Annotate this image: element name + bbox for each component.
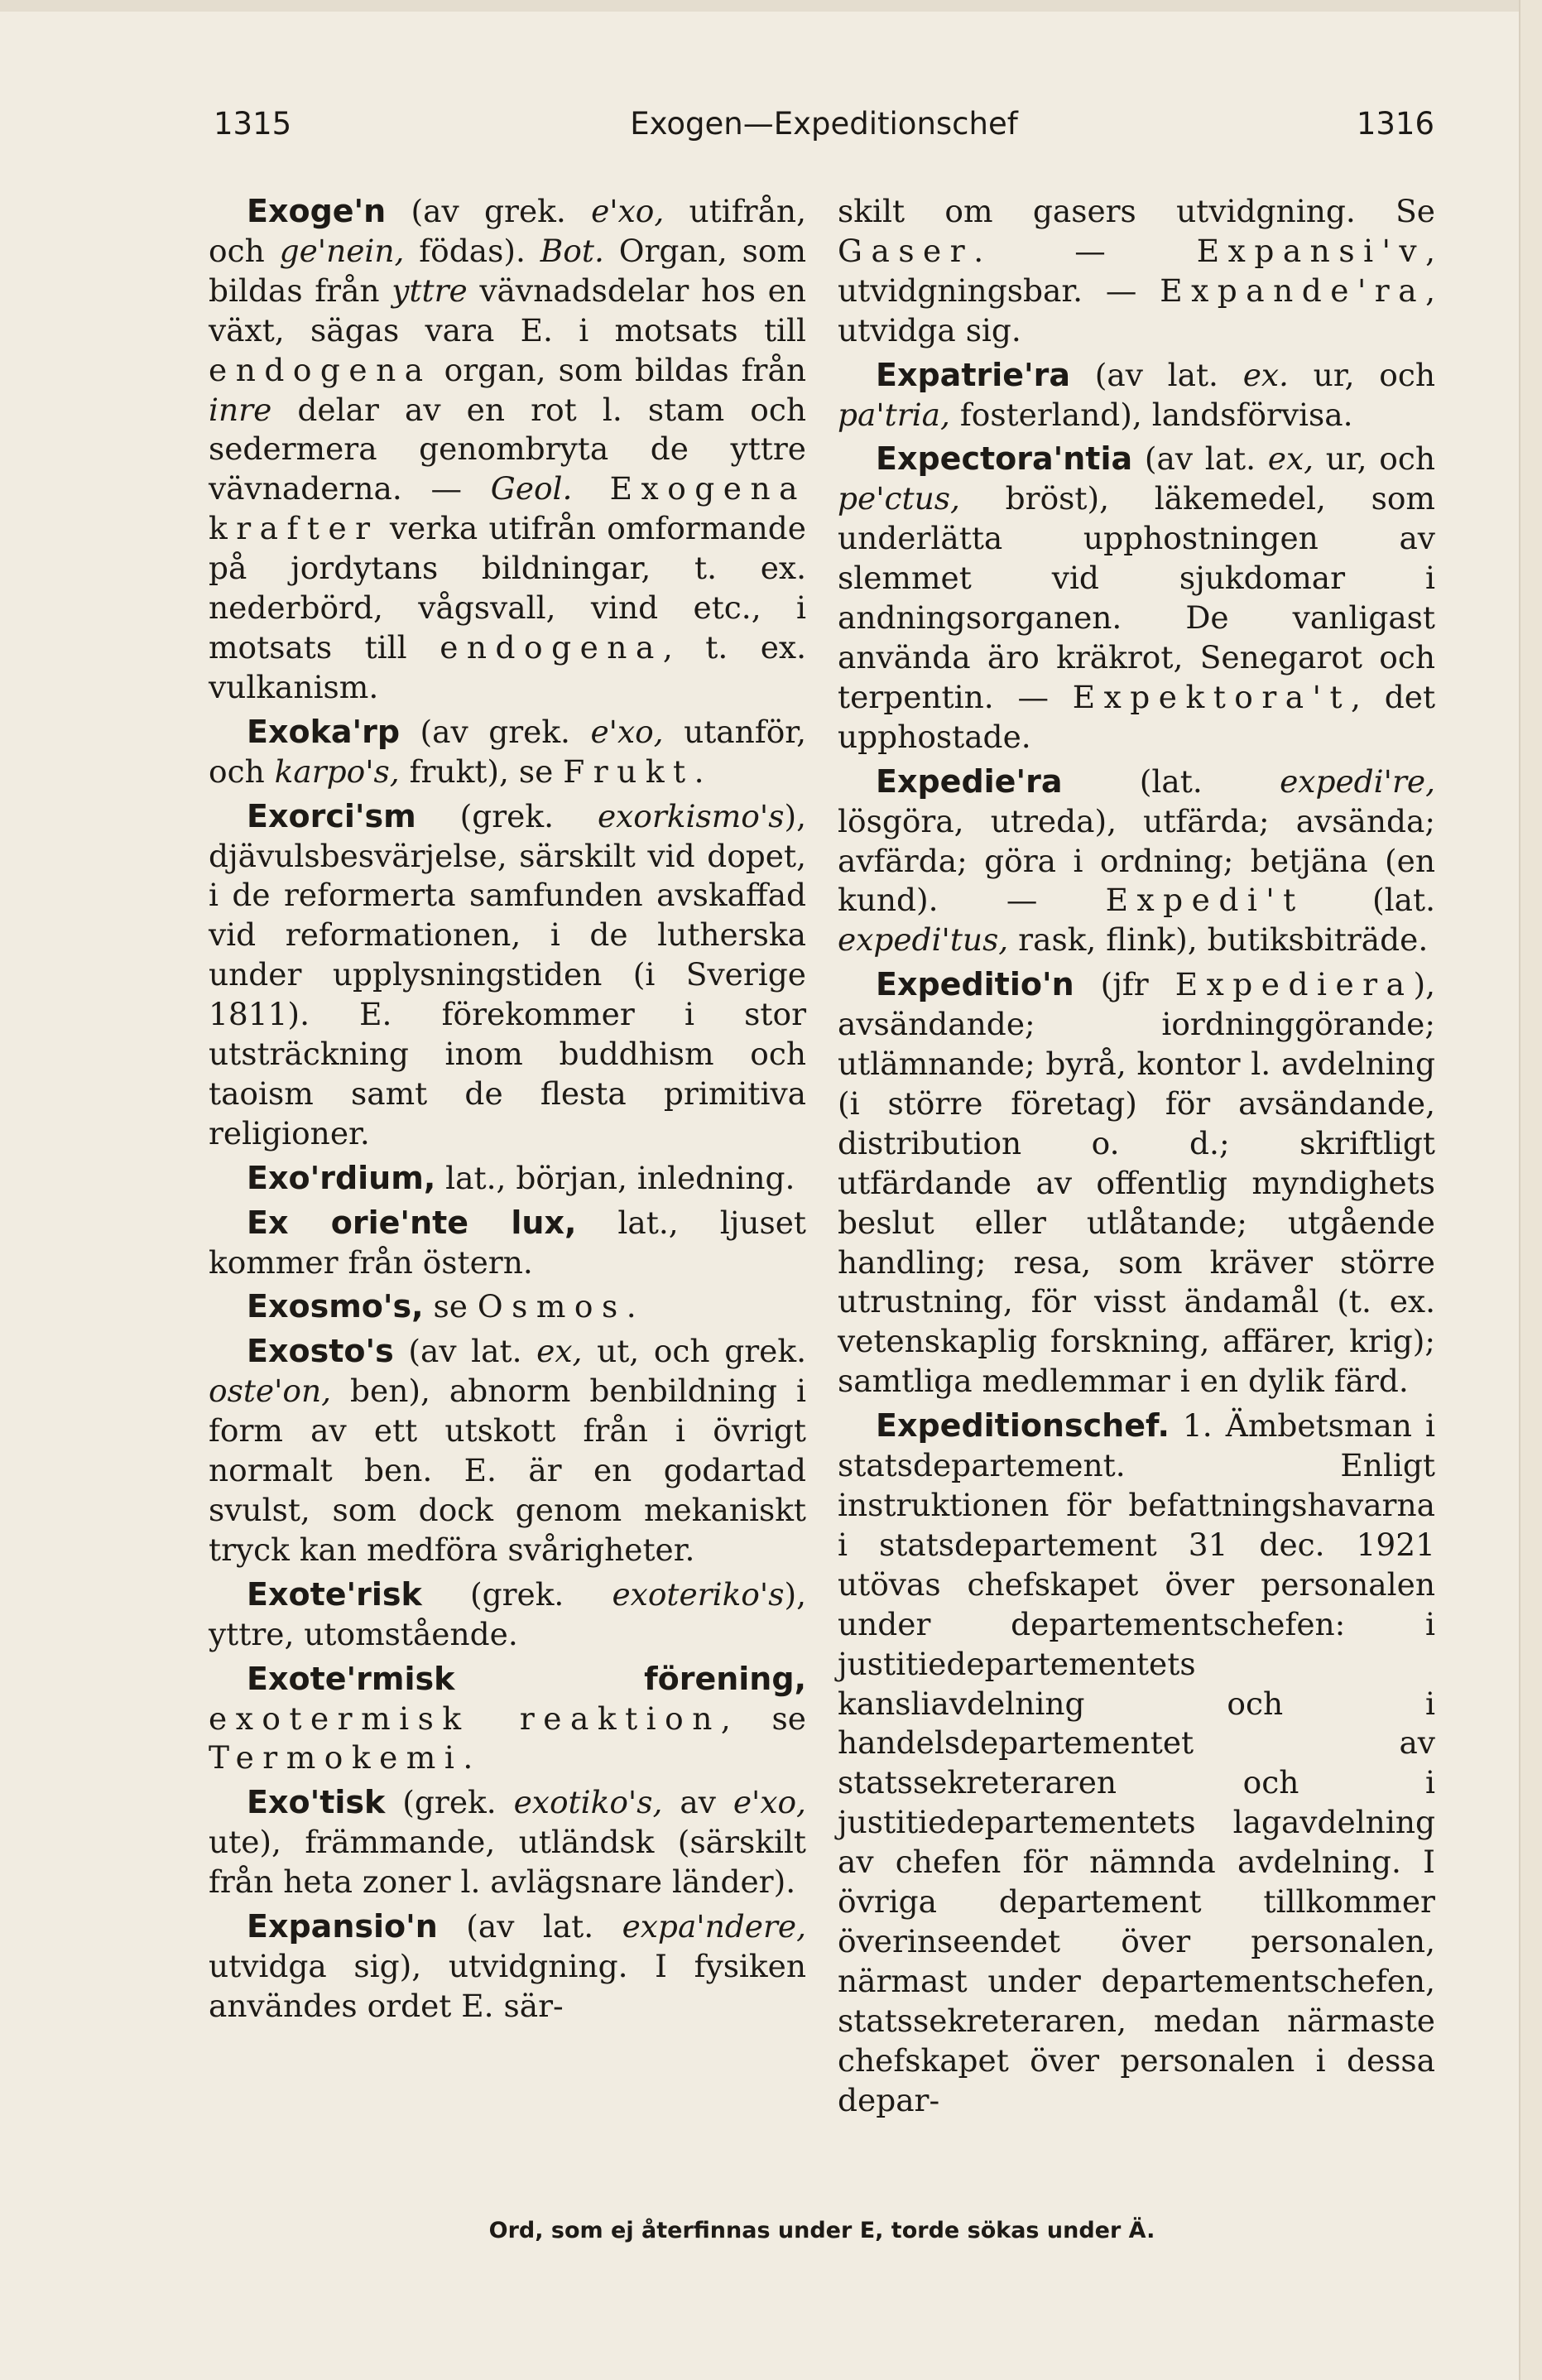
headword: Exote'rmisk förening, bbox=[247, 1660, 806, 1697]
spaced-term: endogena bbox=[440, 628, 663, 666]
spaced-term: Expande'ra bbox=[1160, 272, 1426, 309]
headword: Exo'tisk bbox=[247, 1784, 386, 1821]
entry-expansion: Expansio'n (av lat. expa'ndere, utvidga sig), utvidgning. I fysiken användes ordet E. sär- bbox=[209, 1908, 806, 2024]
headword: Ex orie'nte lux, bbox=[247, 1204, 577, 1241]
entry-expansion-continued: skilt om gasers utvidgning. Se Gaser. — Expansi'v, utvidgningsbar. — Expande'ra, utvidga sig. bbox=[838, 193, 1435, 349]
spaced-term: Expansi'v bbox=[1196, 232, 1426, 269]
headword: Exoge'n bbox=[247, 193, 387, 229]
spaced-term: Expedi't bbox=[1105, 882, 1304, 919]
page-edge-right bbox=[1519, 0, 1542, 2380]
page-number-left: 1315 bbox=[214, 106, 292, 142]
headword: Exo'rdium, bbox=[247, 1159, 436, 1196]
cross-reference: Frukt bbox=[563, 752, 694, 790]
entry-expediera: Expedie'ra (lat. expedi're, lösgöra, utreda), utfärda; avsända; avfärda; göra i ordning; betjäna (en kund). — Expedi't (lat. expedi'tus, rask, flink), butiksbiträde. bbox=[838, 762, 1435, 959]
entry-exotermisk-forening: Exote'rmisk förening, exotermisk reaktion, se Termokemi. bbox=[209, 1660, 806, 1777]
headword: Exote'risk bbox=[247, 1575, 422, 1613]
headword: Expeditio'n bbox=[876, 966, 1074, 1003]
entry-expedition: Expeditio'n (jfr Expediera), avsändande; iordninggörande; utlämnande; byrå, kontor l. avdelning (i större företag) för avsändande, distribution o. d.; skriftligt utfärdande av offentlig myndighets beslut eller utlåtande; utgående handling; resa, som kräver större utrustning, för visst ändamål (t. ex. vetenskaplig forskning, affärer, krig); samtliga medlemmar i en dylik färd. bbox=[838, 966, 1435, 1400]
headword: Expeditionschef. bbox=[876, 1407, 1170, 1445]
headword: Expansio'n bbox=[247, 1908, 438, 1945]
cross-reference: Osmos bbox=[477, 1288, 627, 1325]
entry-exogen: Exoge'n (av grek. e'xo, utifrån, och ge'nein, födas). Bot. Organ, som bildas från yttre vävnadsdelar hos en växt, sägas vara E. i motsats till endogena organ, som bildas från inre delar av en rot l. stam och sedermera genombryta de yttre vävnaderna. — Geol. Exogena krafter verka utifrån omformande på jordytans bildningar, t. ex. nederbörd, vågsvall, vind etc., i motsats till endogena, t. ex. vulkanism. bbox=[209, 193, 807, 705]
headword: Expedie'ra bbox=[876, 762, 1063, 800]
headword: Exosto's bbox=[247, 1333, 394, 1370]
page-edge-top bbox=[0, 0, 1542, 12]
headword: Exosmo's, bbox=[247, 1288, 424, 1325]
entry-exostos: Exosto's (av lat. ex, ut, och grek. oste'on, ben), abnorm benbildning i form av ett utskott från i övrigt normalt ben. E. är en godartad svulst, som dock genom mekaniskt tryck kan medföra svårigheter. bbox=[209, 1333, 806, 1568]
spaced-term: Expektora't bbox=[1072, 678, 1352, 715]
right-column bbox=[838, 192, 1435, 2262]
entry-exokarp: Exoka'rp (av grek. e'xo, utanför, och karpo's, frukt), se Frukt. bbox=[209, 713, 806, 790]
cross-reference: endogena bbox=[209, 351, 432, 388]
headword: Exorci'sm bbox=[247, 797, 416, 834]
running-header bbox=[214, 106, 1434, 164]
entry-exosmos: Exosmo's, se Osmos. bbox=[247, 1288, 636, 1325]
spaced-term: exotermisk reaktion bbox=[209, 1700, 721, 1737]
entry-expatriera: Expatrie'ra (av lat. ex. ur, och pa'tria, fosterland), landsförvisa. bbox=[838, 356, 1435, 433]
headword: Exoka'rp bbox=[247, 713, 401, 750]
entry-exordium: Exo'rdium, lat., början, inledning. bbox=[247, 1159, 795, 1196]
running-title: Exogen—Expeditionschef bbox=[630, 106, 1018, 142]
left-column bbox=[209, 192, 806, 2262]
entry-expectorantia: Expectora'ntia (av lat. ex, ur, och pe'ctus, bröst), läkemedel, som underlätta upphostningen av slemmet vid sjukdomar i andningsorganen. De vanligast använda äro kräkrot, Senegarot och terpentin. — Expektora't, det upphostade. bbox=[838, 440, 1436, 755]
entry-ex-oriente-lux: Ex orie'nte lux, lat., ljuset kommer från östern. bbox=[209, 1204, 806, 1281]
entry-exotisk: Exo'tisk (grek. exotiko's, av e'xo, ute), främmande, utländsk (särskilt från heta zoner l. avlägsnare länder). bbox=[209, 1784, 806, 1901]
spaced-term: Exogena krafter bbox=[209, 470, 806, 547]
entry-exorcism: Exorci'sm (grek. exorkismo's), djävulsbesvärjelse, särskilt vid dopet, i de reformerta samfunden avskaffad vid reformationen, i de lutherska under upplysningstiden (i Sverige 1811). E. förekommer i stor utsträckning inom buddhism och taoism samt de flesta primitiva religioner. bbox=[209, 797, 806, 1152]
entry-exoterisk: Exote'risk (grek. exoteriko's), yttre, utomstående. bbox=[209, 1575, 806, 1652]
cross-reference: Gaser bbox=[838, 232, 974, 269]
footer-note: Ord, som ej återfinnas under E, torde sökas under Ä. bbox=[488, 2218, 1155, 2243]
headword: Expatrie'ra bbox=[876, 356, 1071, 393]
headword: Expectora'ntia bbox=[876, 440, 1133, 478]
page-number-right: 1316 bbox=[1356, 106, 1434, 142]
cross-reference: Termokemi bbox=[209, 1739, 464, 1777]
cross-reference: Expediera bbox=[1175, 966, 1414, 1003]
entry-expeditionschef: Expeditionschef. 1. Ämbetsman i statsdepartement. Enligt instruktionen för befattningshavarna i statsdepartement 31 dec. 1921 utövas chefskapet över personalen under departementschefen: i justitiedepartementets kansliavdelning och i handelsdepartementet av statssekreteraren och i justitiedepartementets lagavdelning av chefen för nämnda avdelning. I övriga departement tillkommer överinseendet över personalen, närmast under departementschefen, statssekreteraren, medan närmaste chefskapet över personalen i dessa depar- bbox=[838, 1407, 1435, 2118]
